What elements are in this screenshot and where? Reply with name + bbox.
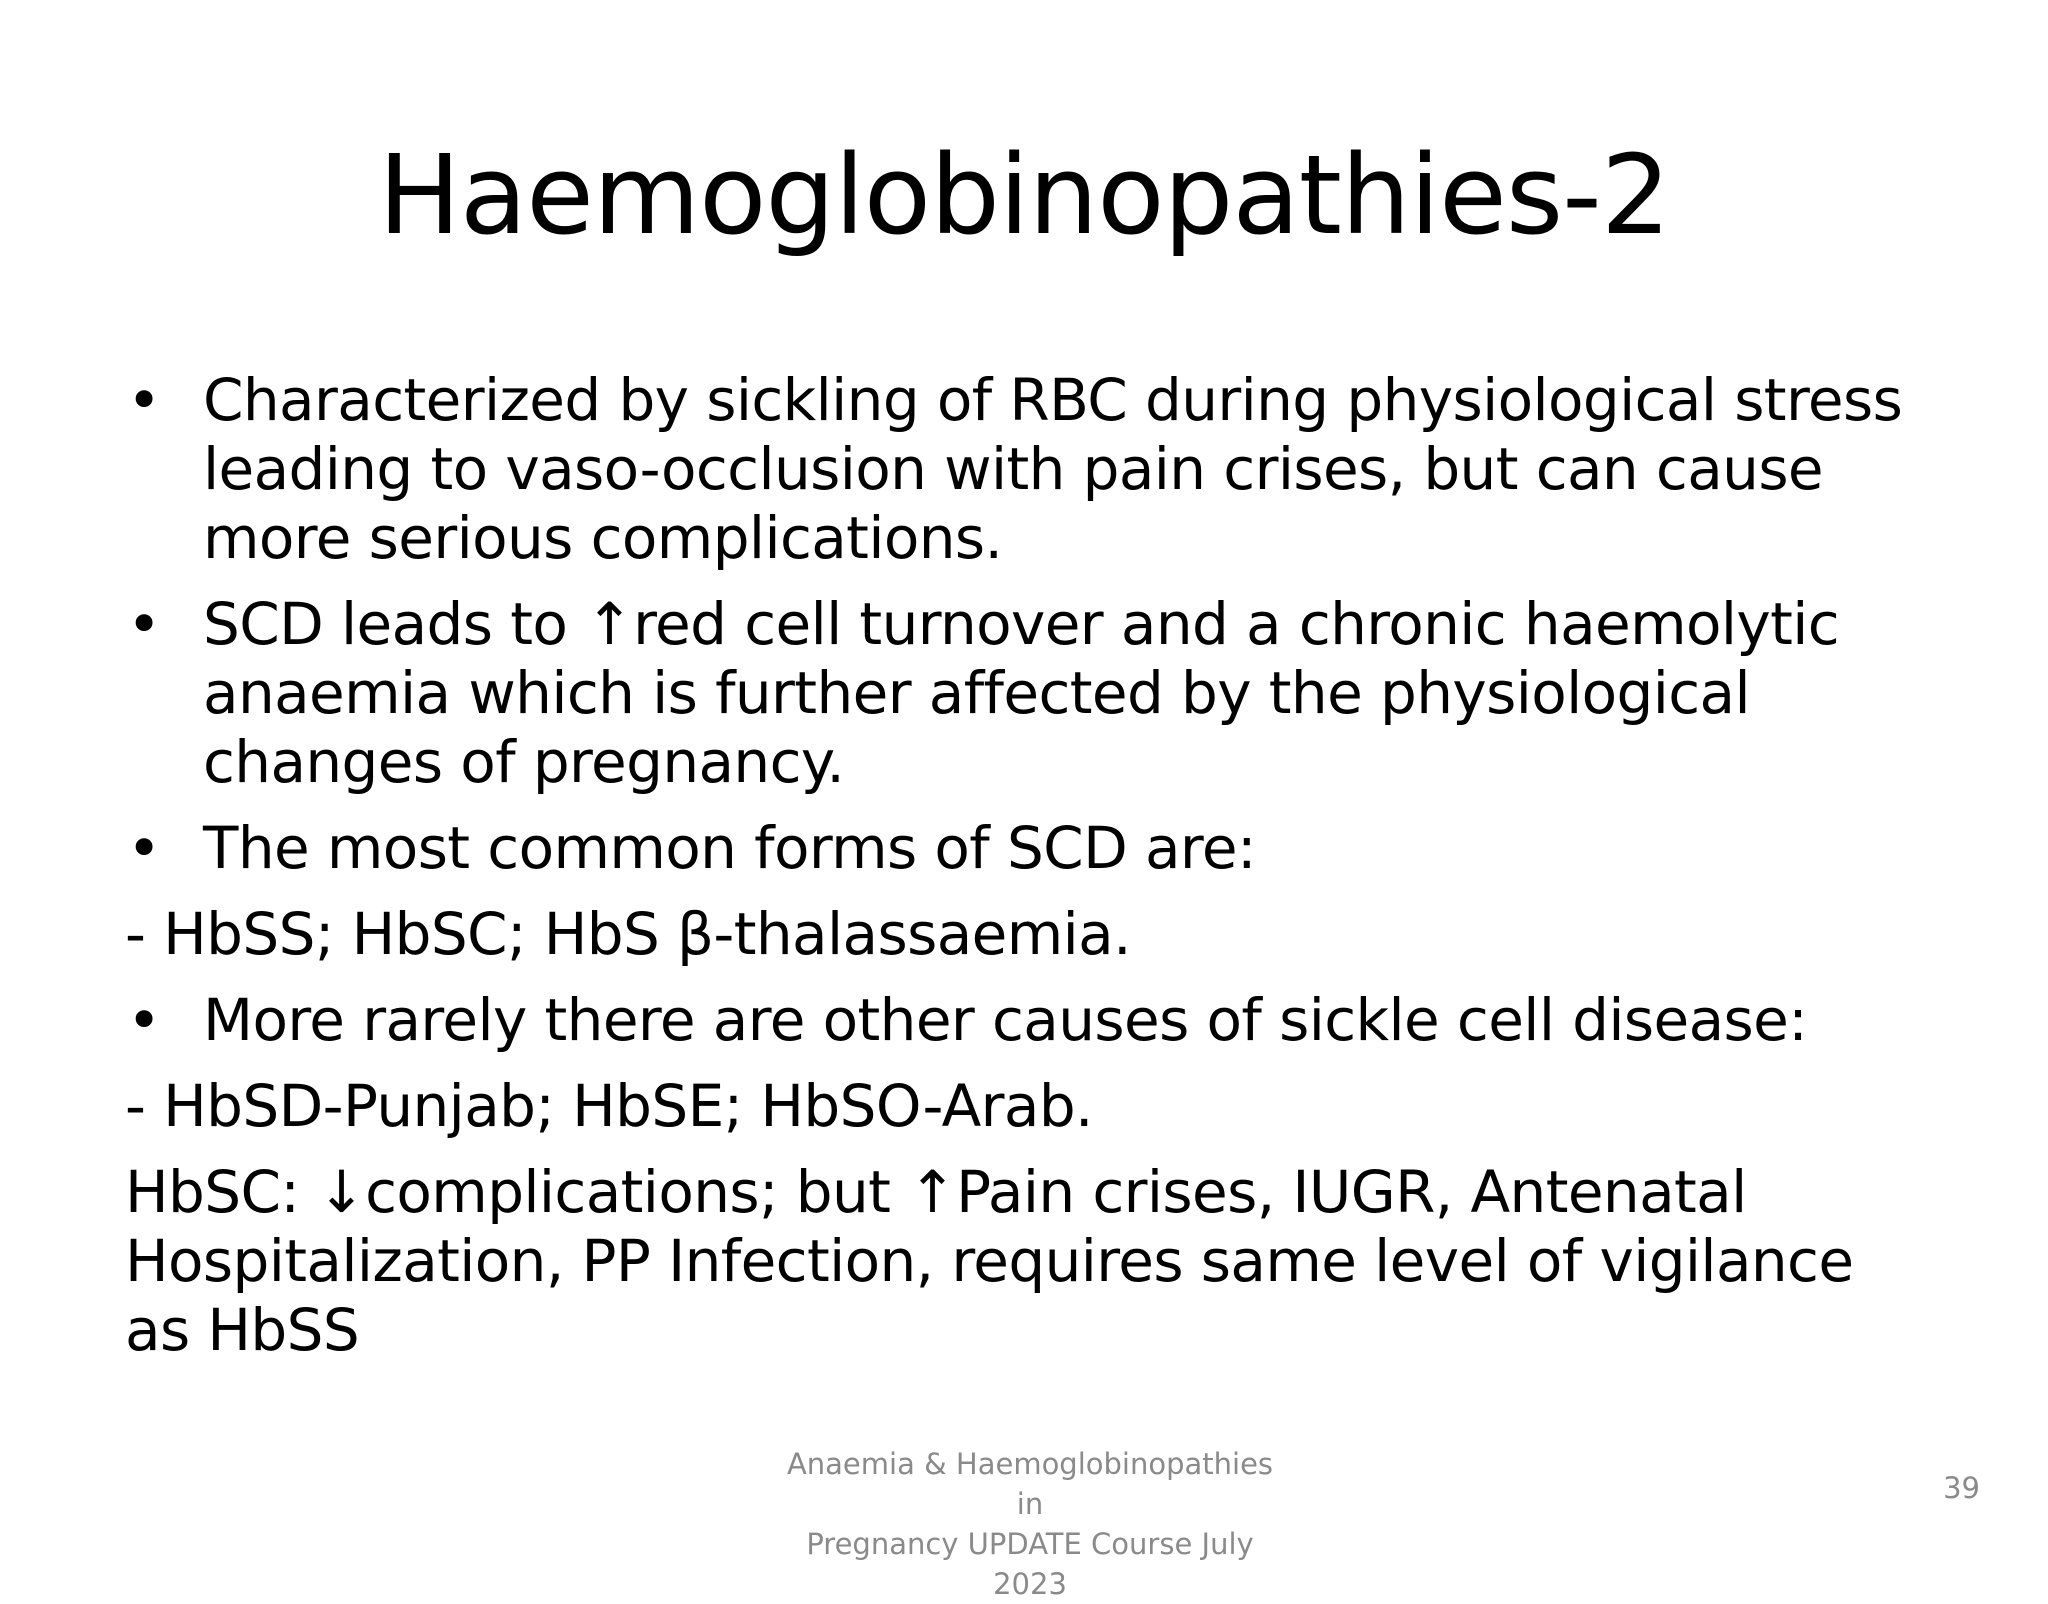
bullet-text: SCD leads to ↑red cell turnover and a chronic haemolytic anaemia which is further affected by the physiological changes of pregnancy. xyxy=(203,590,1840,796)
hbsc-note: HbSC: ↓complications; but ↑Pain crises, IUGR, Antenatal Hospitalization, PP Infection, requires same level of vigilance as HbSS xyxy=(125,1158,1854,1364)
bullet-item-3 xyxy=(125,814,1955,883)
bullet-dot: • xyxy=(127,986,161,1054)
bullet-item-1 xyxy=(125,366,1955,573)
bullet-text: More rarely there are other causes of sickle cell disease: xyxy=(203,986,1808,1054)
bullet-item-4 xyxy=(125,986,1955,1055)
bullet-dot: • xyxy=(127,814,161,882)
bullet-text: Characterized by sickling of RBC during physiological stress leading to vaso-occlusion with pain crises, but can cause more serious complications. xyxy=(203,366,1903,572)
page-number: 39 xyxy=(1943,1471,1980,1505)
bullet-text: The most common forms of SCD are: xyxy=(203,814,1256,882)
scd-forms-line: - HbSS; HbSC; HbS β-thalassaemia. xyxy=(125,900,1131,968)
slide-footer: Anaemia & Haemoglobinopathies in Pregnancy UPDATE Course July 2023 xyxy=(786,1447,1274,1601)
bullet-dot: • xyxy=(127,366,161,434)
slide-title: Haemoglobinopathies-2 xyxy=(378,131,1670,259)
bullet-item-2 xyxy=(125,590,1955,797)
bullet-dot: • xyxy=(127,590,161,658)
rare-causes-line: - HbSD-Punjab; HbSE; HbSO-Arab. xyxy=(125,1072,1093,1140)
slide-body xyxy=(125,366,1955,1365)
